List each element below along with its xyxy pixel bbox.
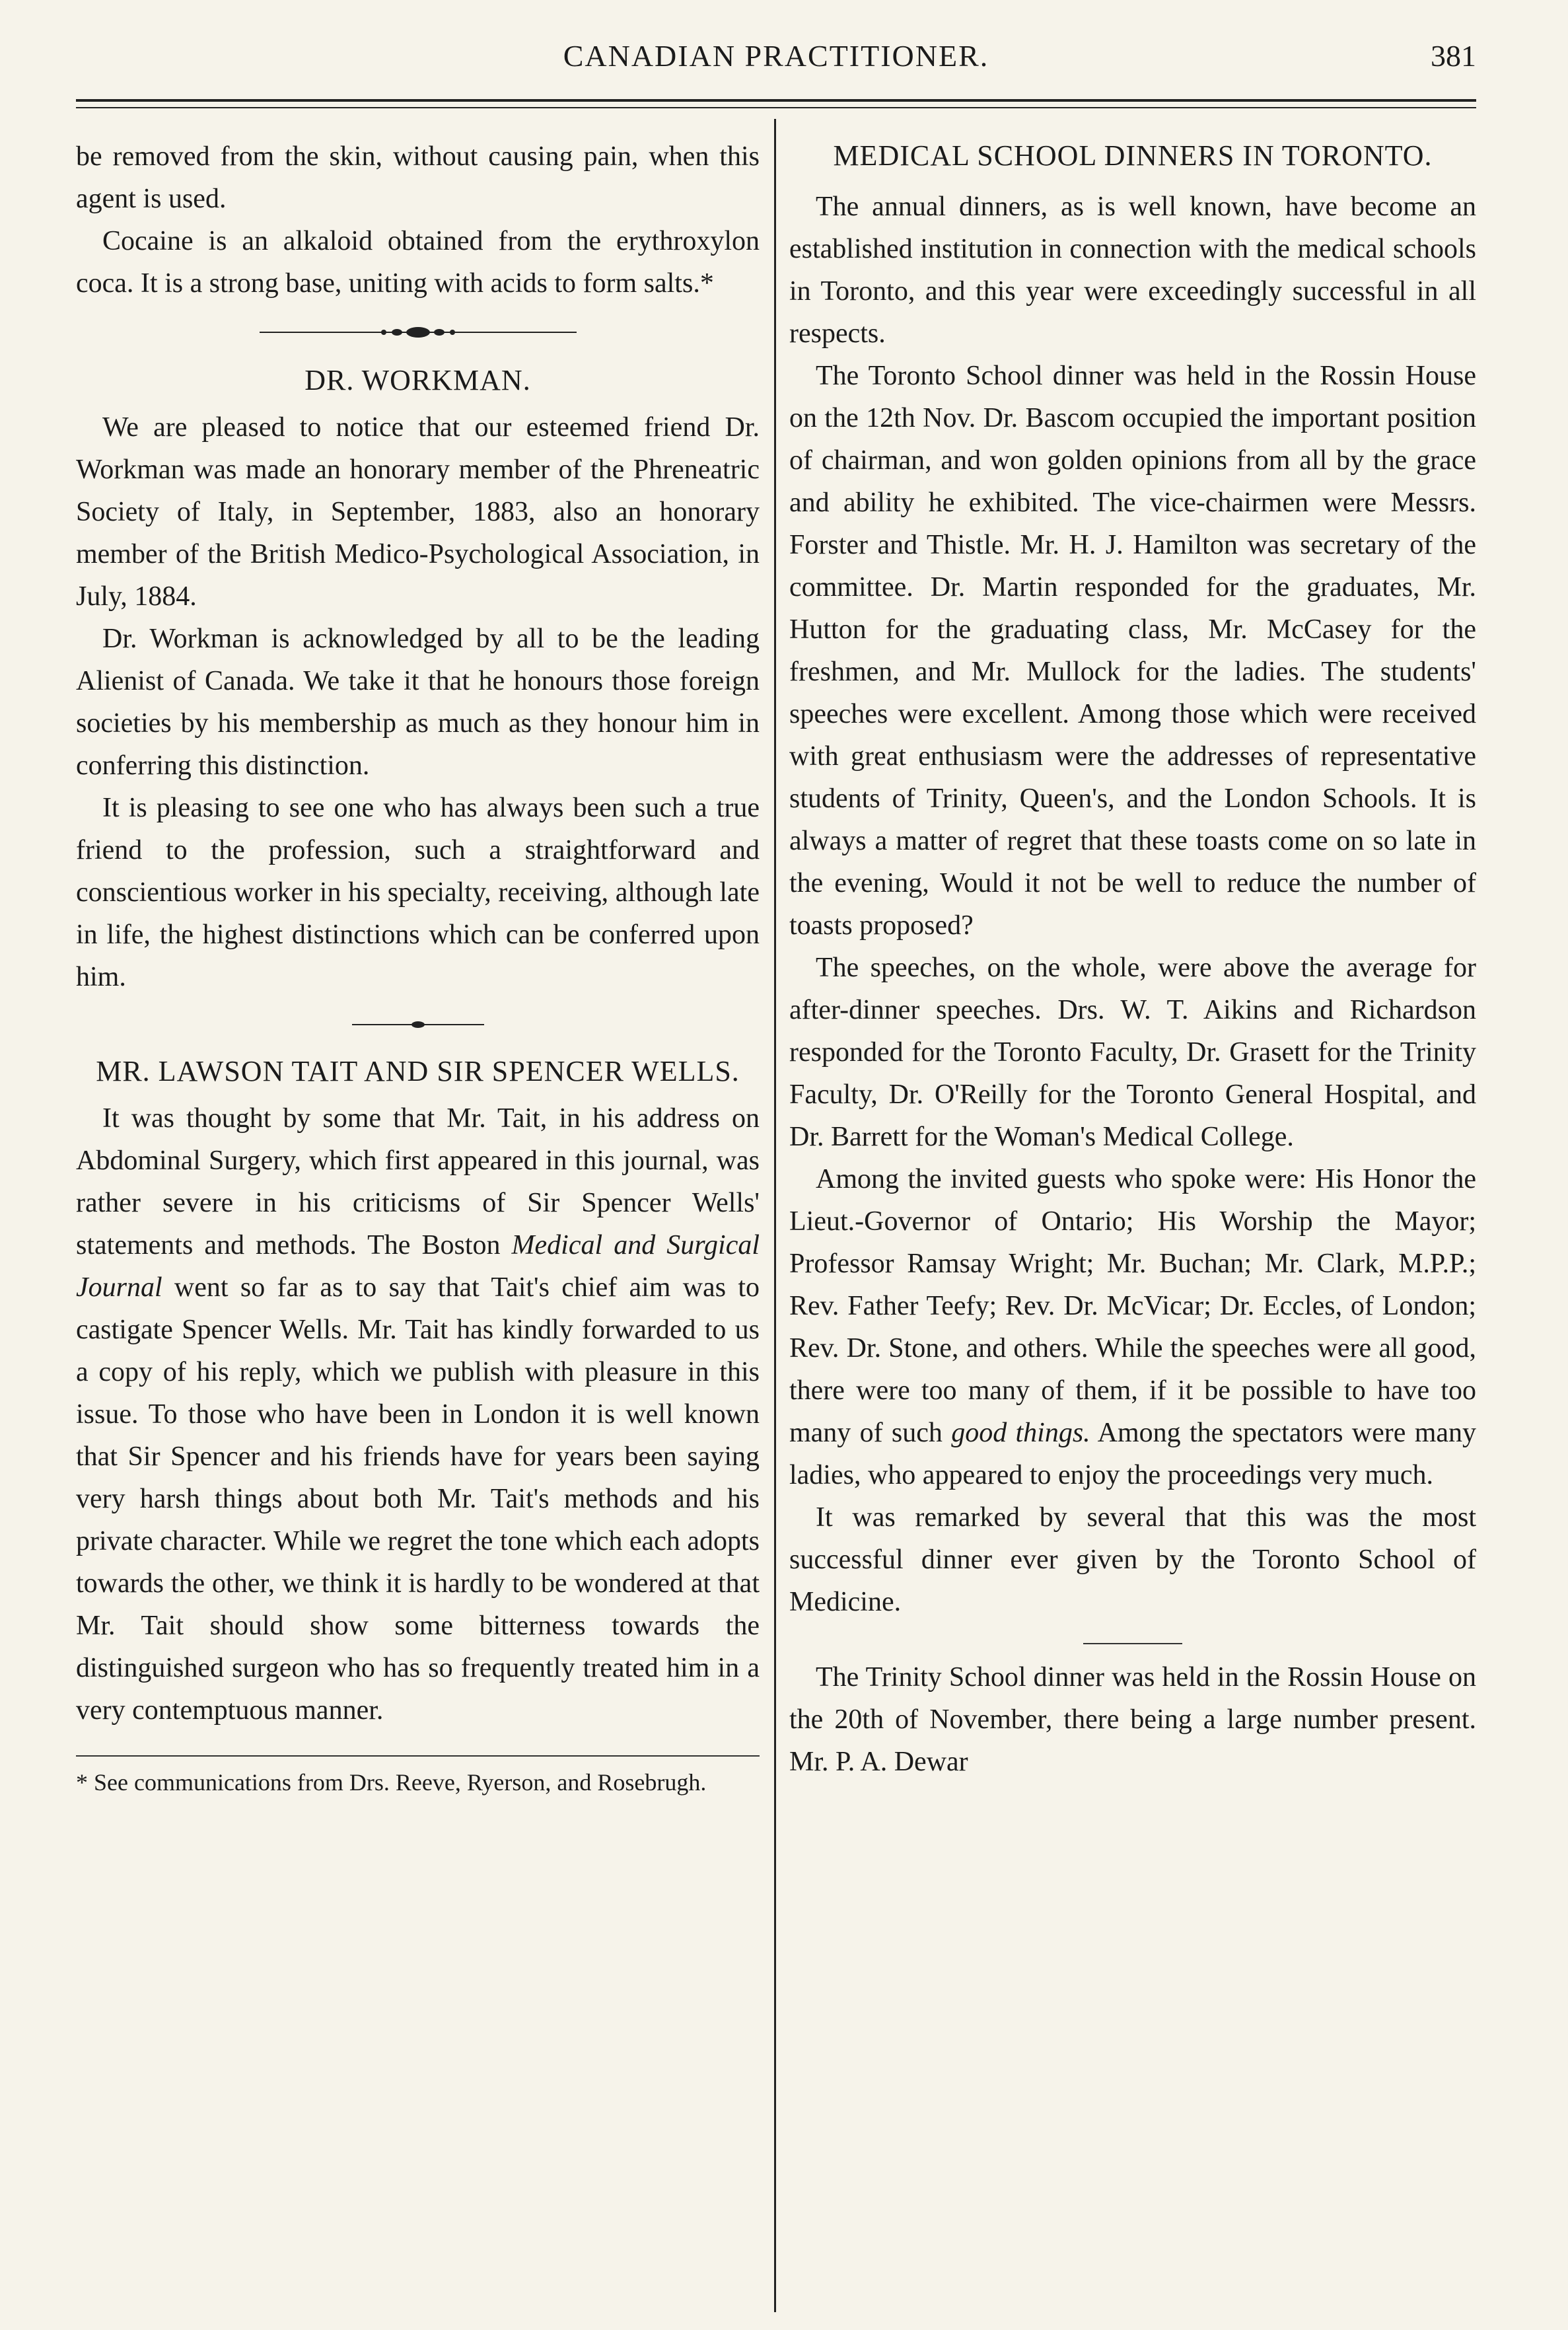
paragraph: Dr. Workman is acknowledged by all to be the leading Alienist of Canada. We take it that he honours those foreign societies by his membership as much as they honour him in conferring this distinction. [76, 624, 760, 781]
section-title-dinners: MEDICAL SCHOOL DINNERS IN TORONTO. [833, 139, 1433, 172]
paragraph [76, 1097, 760, 1731]
page-number: 381 [1431, 39, 1476, 73]
ornament-divider [76, 324, 760, 340]
paragraph: The speeches, on the whole, were above the average for after-dinner speeches. Drs. W. T. Aikins and Richardson responded for the Toronto Faculty, Dr. Grasett for the Trinity Faculty, Dr. O'Reilly for the Toronto General Hospital, and Dr. Barrett for the Woman's Medical College. [789, 953, 1476, 1152]
paragraph [789, 1158, 1476, 1496]
text-run: Among the spectators were many ladies, who appeared to enjoy the proceedings very much. [789, 1418, 1476, 1490]
text-run: It was thought by some that Mr. Tait, in his address on Abdominal Surgery, which first appeared in this journal, was rather severe in his criticisms of Sir Spencer Wells' statements and methods. The Boston [76, 1103, 760, 1260]
short-divider-line [1083, 1643, 1182, 1644]
short-divider [789, 1643, 1476, 1644]
text-run: Among the invited guests who spoke were: His Honor the Lieut.-Governor of Ontario; His Worship the Mayor; Professor Ramsay Wright; Mr. Buchan; Mr. Clark, M.P.P.; Rev. Father Teefy; Rev. Dr. McVicar; Dr. Eccles, of London; Rev. Dr. Stone, and others. While the speeches were all good, there were too many of them, if it be possible to have too many of such [789, 1164, 1476, 1448]
left-column [76, 135, 760, 1799]
header-rule-thin [76, 107, 1476, 108]
right-column [789, 135, 1476, 1783]
footnote-rule [76, 1755, 760, 1757]
section-title-workman: DR. WORKMAN. [304, 364, 531, 396]
running-head [76, 38, 1476, 91]
column-divider [774, 119, 776, 2312]
header-rule [76, 99, 1476, 102]
paragraph: It was remarked by several that this was the most successful dinner ever given by the Toronto School of Medicine. [789, 1502, 1476, 1617]
italic-phrase: good things. [951, 1418, 1090, 1448]
small-ornament-graphic [352, 1018, 484, 1031]
journal-title: CANADIAN PRACTITIONER. [563, 39, 989, 73]
ornament-divider-graphic [260, 324, 577, 340]
text-run: went so far as to say that Tait's chief aim was to castigate Spencer Wells. Mr. Tait has kindly forwarded to us a copy of his reply, which we publish with pleasure in this issue. To those who have been in London it is well known that Sir Spencer and his friends have for years been saying very harsh things about both Mr. Tait's methods and his private character. While we regret the tone which each adopts towards the other, we think it is hardly to be wondered at that Mr. Tait should show some bitterness towards the distinguished surgeon who has so frequently treated him in a very contemptuous manner. [76, 1272, 760, 1726]
footnote: * See communications from Drs. Reeve, Ryerson, and Rosebrugh. [76, 1769, 707, 1796]
paragraph: Cocaine is an alkaloid obtained from the erythroxylon coca. It is a strong base, uniting with acids to form salts.* [76, 226, 760, 299]
journal-name-italic: Medical and Surgical Journal [76, 1230, 760, 1303]
ornament-divider [76, 1018, 760, 1031]
paragraph: It is pleasing to see one who has always been such a true friend to the profession, such a straightforward and conscientious worker in his specialty, receiving, although late in life, the highest distinctions which can be conferred upon him. [76, 793, 760, 992]
paragraph: be removed from the skin, without causing pain, when this agent is used. [76, 141, 760, 214]
paragraph: We are pleased to notice that our esteemed friend Dr. Workman was made an honorary member of the Phreneatric Society of Italy, in September, 1883, also an honorary member of the British Medico-Psychological Association, in July, 1884. [76, 412, 760, 612]
section-title-tait: MR. LAWSON TAIT AND SIR SPENCER WELLS. [96, 1055, 740, 1087]
paragraph: The Trinity School dinner was held in the Rossin House on the 20th of November, there being a large number present. Mr. P. A. Dewar [789, 1662, 1476, 1777]
paragraph: The Toronto School dinner was held in the Rossin House on the 12th Nov. Dr. Bascom occupied the important position of chairman, and won golden opinions from all by the grace and ability he exhibited. The vice-chairmen were Messrs. Forster and Thistle. Mr. H. J. Hamilton was secretary of the committee. Dr. Martin responded for the graduates, Mr. Hutton for the graduating class, Mr. McCasey for the freshmen, and Mr. Mullock for the ladies. The students' speeches were excellent. Among those which were received with great enthusiasm were the addresses of representative students of Trinity, Queen's, and the London Schools. It is always a matter of regret that these toasts come on so late in the evening, Would it not be well to reduce the number of toasts proposed? [789, 361, 1476, 941]
paragraph: The annual dinners, as is well known, have become an established institution in connection with the medical schools in Toronto, and this year were exceedingly successful in all respects. [789, 192, 1476, 349]
